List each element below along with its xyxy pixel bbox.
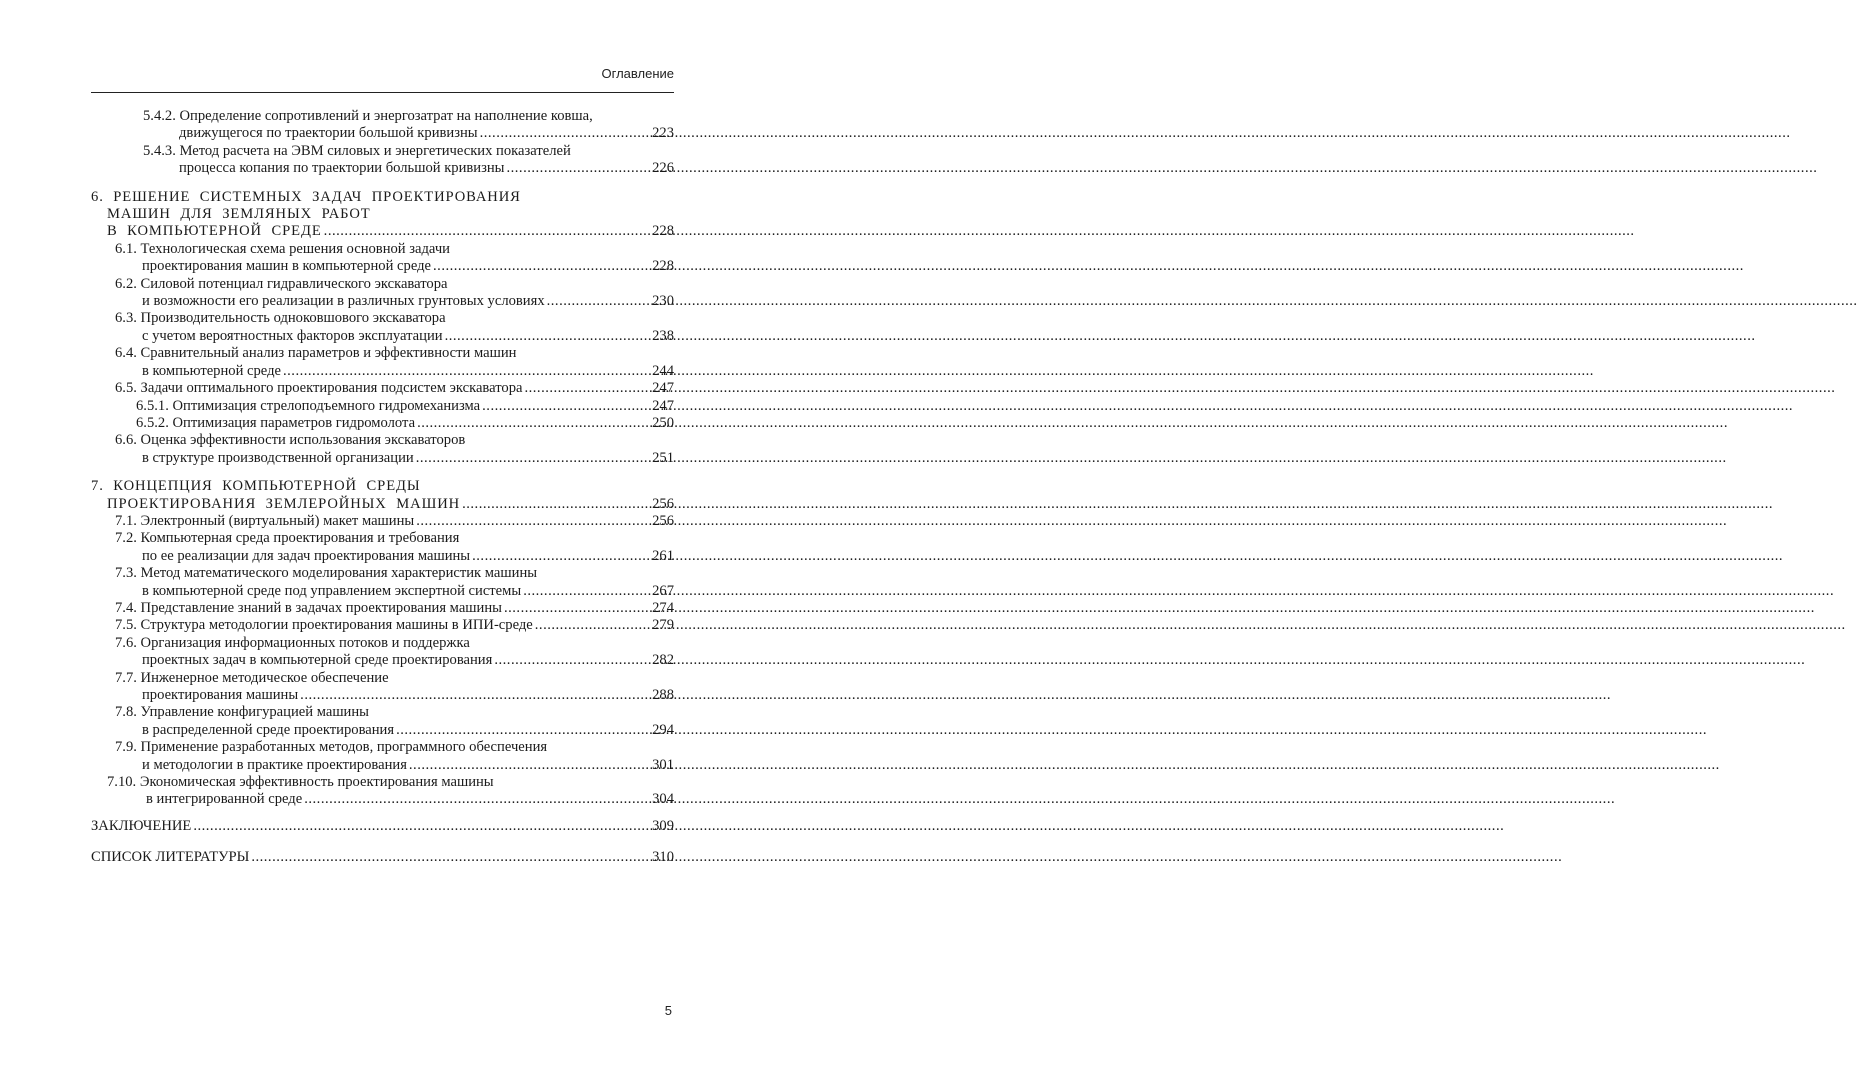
dot-leader [396,722,649,739]
toc-entry-title: процесса копания по траектории большой кривизны [179,160,505,177]
toc-entry-title: 7.3. Метод математического моделирования характеристик машины [115,565,538,582]
toc-entry-title: 7.5. Структура методологии проектирования машины в ИПИ-среде [115,617,533,634]
dot-leader [445,328,650,345]
dot-leader [547,293,649,310]
dot-leader [535,617,649,634]
toc-page-number: 256 [652,495,674,512]
dot-leader [416,513,649,530]
dot-leader [193,818,649,835]
toc-page-number: 310 [652,849,674,866]
toc-entry-title: 7.4. Представление знаний в задачах проектирования машины [115,599,502,616]
toc-entry-title: в интегрированной среде [146,791,303,808]
toc-entry-title: 6.5.1. Оптимизация стрелоподъемного гидромеханизма [136,397,481,414]
toc-chapter-title: МАШИН ДЛЯ ЗЕМЛЯНЫХ РАБОТ [107,206,371,223]
toc-entry-7-9[interactable] [115,739,674,774]
toc-entry-chapter-7[interactable] [91,478,674,513]
dot-leader [472,548,649,565]
toc-entry-7-4[interactable] [115,600,674,617]
dot-leader [480,125,650,142]
toc-entry-title: 7.10. Экономическая эффективность проектирования машины [107,774,494,791]
toc-page-number: 251 [652,449,674,466]
toc-page-number: 228 [652,223,674,240]
toc-page-number: 304 [652,791,674,808]
toc-chapter-title: 6. РЕШЕНИЕ СИСТЕМНЫХ ЗАДАЧ ПРОЕКТИРОВАНИЯ [91,188,521,205]
toc-entry-title: 7.7. Инженерное методическое обеспечение [115,669,389,686]
toc-entry-references[interactable] [91,849,674,866]
toc-entry-title: в компьютерной среде под управлением экспертной системы [142,582,522,599]
toc-entry-7-3[interactable] [115,565,674,600]
dot-leader [523,583,649,600]
toc-entry-conclusion[interactable] [91,818,674,835]
toc-entry-title: 6.1. Технологическая схема решения основной задачи [115,240,450,257]
toc-page-number: 228 [652,258,674,275]
toc-entry-title: 7.6. Организация информационных потоков и поддержка [115,634,470,651]
toc-entry-title: проектных задач в компьютерной среде проектирования [142,652,493,669]
toc-page-number: 238 [652,327,674,344]
toc-entry-title: проектирования машин в компьютерной среде [142,258,432,275]
toc-entry-7-2[interactable] [115,530,674,565]
toc-chapter-title: ПРОЕКТИРОВАНИЯ ЗЕМЛЕРОЙНЫХ МАШИН [107,495,461,512]
header-divider [91,92,674,93]
toc-page-number: 267 [652,582,674,599]
toc-page-number: 226 [652,160,674,177]
toc-entry-title: 7.8. Управление конфигурацией машины [115,704,369,721]
dot-leader [504,600,649,617]
toc-entry-title: движущегося по траектории большой кривизны [179,125,478,142]
toc-entry-6-6[interactable] [115,432,674,467]
toc-entry-7-7[interactable] [115,670,674,705]
toc-chapter-title: 7. КОНЦЕПЦИЯ КОМПЬЮТЕРНОЙ СРЕДЫ [91,478,421,495]
toc-entry-title: 6.5. Задачи оптимального проектирования подсистем экскаватора [115,380,523,397]
toc-entry-6-5[interactable] [115,380,674,397]
toc-entry-title: в компьютерной среде [142,362,281,379]
dot-leader [324,223,649,240]
toc-entry-title: 5.4.2. Определение сопротивлений и энергозатрат на наполнение ковша, [143,108,593,124]
toc-entry-5-4-2[interactable] [143,108,674,143]
toc-page-number: 282 [652,652,674,669]
running-header-title: Оглавление [601,66,674,81]
toc-entry-7-8[interactable] [115,704,674,739]
dot-leader [300,687,649,704]
toc-page-number: 223 [652,125,674,142]
toc-entry-title: ЗАКЛЮЧЕНИЕ [91,817,192,834]
toc-entry-title: в структуре производственной организации [142,449,414,466]
toc-entry-title: по ее реализации для задач проектирования машины [142,547,471,564]
toc-entry-6-1[interactable] [115,241,674,276]
dot-leader [409,757,649,774]
toc-entry-7-10[interactable] [107,774,674,809]
toc-entry-title: в распределенной среде проектирования [142,721,395,738]
page-number: 5 [664,1003,672,1018]
toc-page-number: 261 [652,547,674,564]
toc-entry-title: 6.3. Производительность одноковшового экскаватора [115,310,446,327]
toc-entry-title: 7.9. Применение разработанных методов, программного обеспечения [115,739,548,756]
dot-leader [283,363,649,380]
dot-leader [304,791,649,808]
dot-leader [506,160,649,177]
toc-page-number: 274 [652,599,674,616]
toc-entry-title: 6.4. Сравнительный анализ параметров и эффективности машин [115,345,517,362]
toc-page-number: 247 [652,380,674,397]
toc-entry-title: 7.2. Компьютерная среда проектирования и требования [115,530,460,547]
dot-leader [417,415,649,432]
toc-entry-title: проектирования машины [142,687,299,703]
dot-leader [494,652,649,669]
toc-entry-title: 7.1. Электронный (виртуальный) макет машины [115,512,415,529]
dot-leader [416,450,649,467]
toc-entry-6-4[interactable] [115,345,674,380]
toc-entry-6-2[interactable] [115,276,674,311]
toc-entry-7-5[interactable] [115,617,674,634]
toc-page-number: 256 [652,512,674,529]
table-of-contents [0,108,764,867]
toc-entry-title: и методологии в практике проектирования [142,756,407,773]
toc-entry-title: СПИСОК ЛИТЕРАТУРЫ [91,849,250,866]
dot-leader [482,398,649,415]
toc-entry-title: и возможности его реализации в различных грунтовых условиях [142,293,545,310]
toc-entry-title: 6.5.2. Оптимизация параметров гидромолота [136,414,416,431]
toc-entry-6-5-1[interactable] [136,398,674,415]
toc-entry-chapter-6[interactable] [91,189,674,241]
toc-page-number: 230 [652,293,674,310]
toc-page-number: 247 [652,397,674,414]
toc-entry-title: 6.6. Оценка эффективности использования экскаваторов [115,432,466,449]
toc-page-number: 279 [652,617,674,634]
toc-page-number: 301 [652,756,674,773]
toc-page-number: 309 [652,817,674,834]
toc-entry-7-1[interactable] [115,513,674,530]
toc-entry-title: 5.4.3. Метод расчета на ЭВМ силовых и энергетических показателей [143,142,571,159]
toc-page-number: 294 [652,721,674,738]
toc-entry-6-3[interactable] [115,310,674,345]
toc-entry-5-4-3[interactable] [143,143,674,178]
toc-entry-6-5-2[interactable] [136,415,674,432]
toc-page-number: 250 [652,414,674,431]
toc-page-number: 244 [652,362,674,379]
toc-chapter-title: В КОМПЬЮТЕРНОЙ СРЕДЕ [107,223,322,240]
toc-entry-title: 6.2. Силовой потенциал гидравлического экскаватора [115,275,448,292]
toc-page-number: 288 [652,687,674,703]
dot-leader [462,496,649,513]
dot-leader [433,258,649,275]
dot-leader [524,380,649,397]
toc-entry-7-6[interactable] [115,635,674,670]
dot-leader [251,849,649,866]
toc-entry-title: с учетом вероятностных факторов эксплуатации [142,327,443,344]
